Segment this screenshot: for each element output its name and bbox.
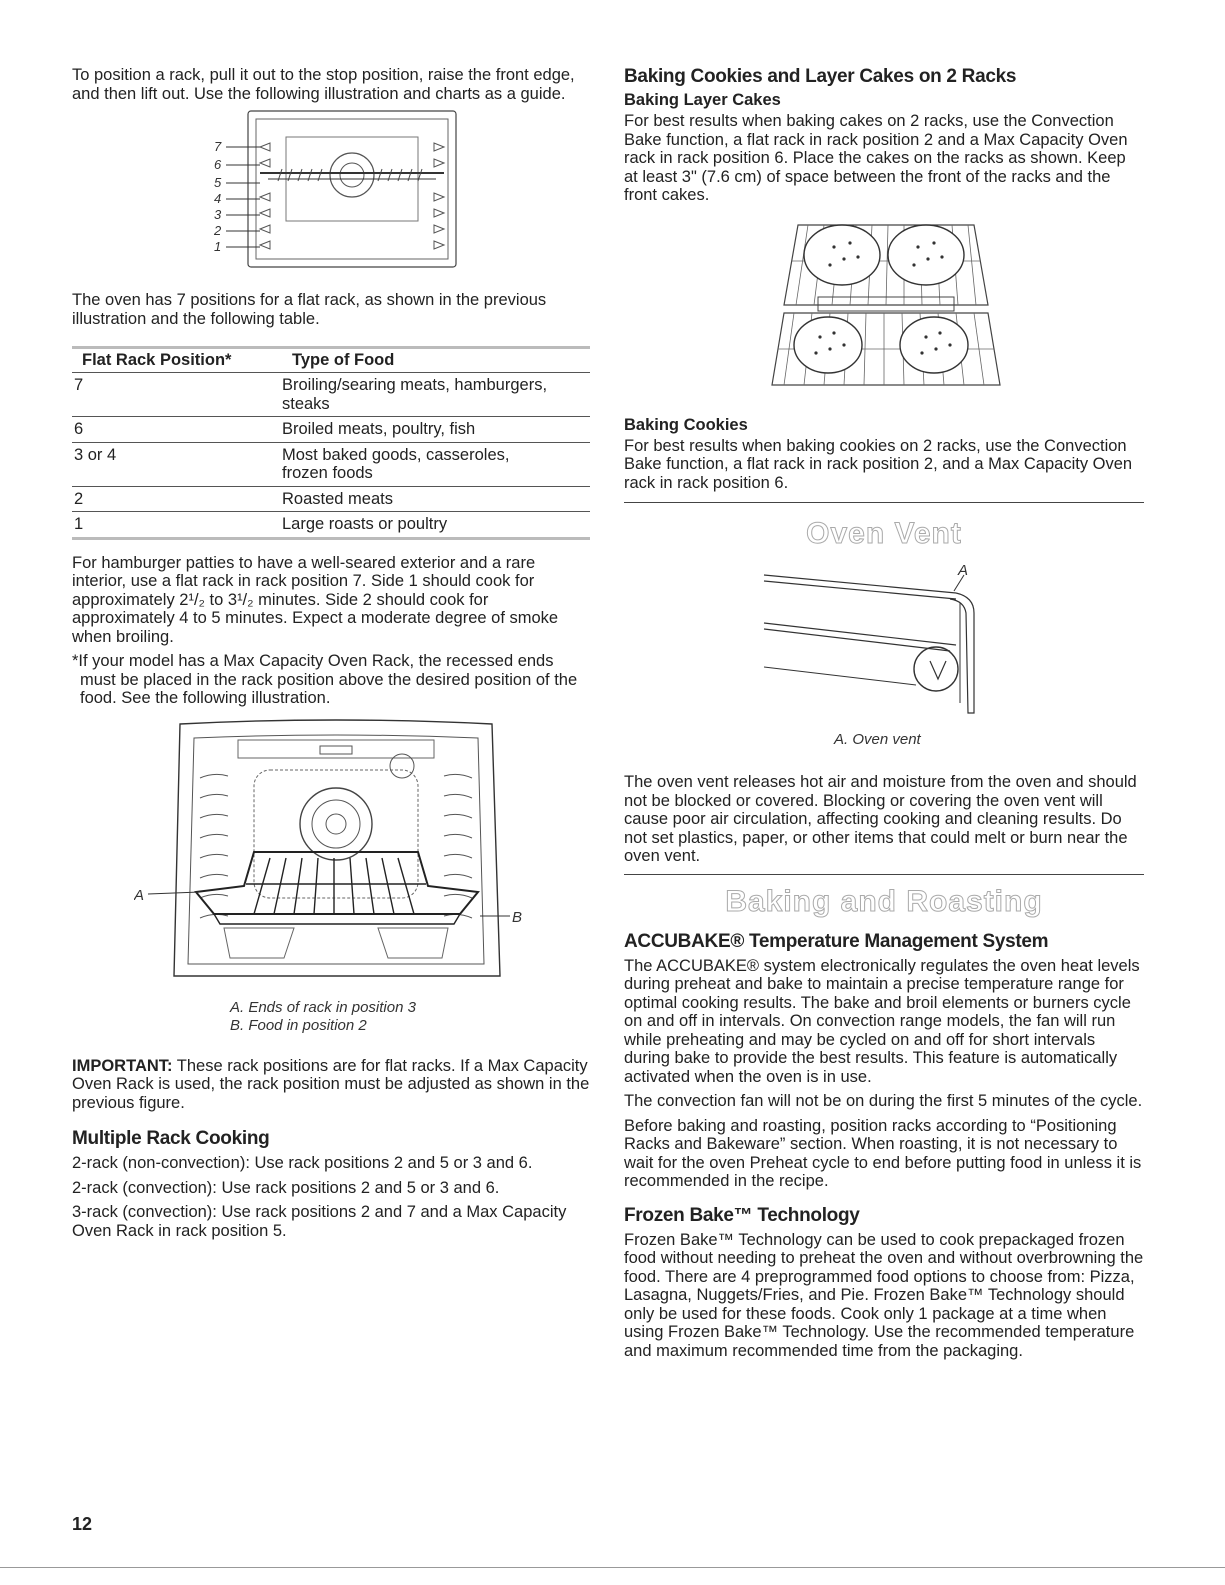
rack-label-4: 4 xyxy=(214,191,222,206)
table-cell-food: Broiled meats, poultry, fish xyxy=(282,417,590,443)
max-capacity-rack-illustration xyxy=(134,718,592,993)
baking-cookies-subheading: Baking Cookies xyxy=(624,415,748,434)
rack-label-1: 1 xyxy=(214,239,222,254)
table-cell-food: Most baked goods, casseroles, frozen foods xyxy=(282,442,590,486)
rack-label-2: 2 xyxy=(214,223,222,238)
accubake-paragraph: The ACCUBAKE® system electronically regulates the oven heat levels during preheat and bake to maintain a precise temperature range for optimal cooking results. The bake and broil elements or burners cycle on and off in intervals. On convection range models, the fan will run while preheating and may be cycled on and off for short intervals during bake to provide the best results. This feature is automatically activated when the oven is in use. xyxy=(624,956,1140,1086)
page-number: 12 xyxy=(72,1514,93,1534)
table-cell-position: 2 xyxy=(72,486,282,512)
list-item: 2-rack (non-convection): Use rack positions 2 and 5 or 3 and 6. xyxy=(72,1154,533,1172)
left-column xyxy=(72,66,592,1240)
table-cell-position: 7 xyxy=(72,373,282,417)
before-baking-paragraph: Before baking and roasting, position racks according to “Positioning Racks and Bakeware” section. When roasting, it is not necessary to wait for the oven Preheat cycle to end before putting food in unless it is recommended in the recipe. xyxy=(624,1116,1142,1190)
intro-paragraph: To position a rack, pull it out to the stop position, raise the front edge, and then lift out. Use the following illustration and charts as a guide. xyxy=(72,66,575,103)
table-cell-food: Roasted meats xyxy=(282,486,590,512)
cookies-cakes-heading: Baking Cookies and Layer Cakes on 2 Racks xyxy=(624,66,1017,87)
table-header-food: Type of Food xyxy=(282,348,590,373)
accubake-heading: ACCUBAKE® Temperature Management System xyxy=(624,930,1049,952)
table-cell-food: Broiling/searing meats, hamburgers, steaks xyxy=(282,373,590,417)
rack-label-5: 5 xyxy=(214,175,222,190)
right-column xyxy=(624,66,1144,1360)
baking-cookies-paragraph: For best results when baking cookies on 2 racks, use the Convection Bake function, a flat rack in rack position 2, and a Max Capacity Oven rack in rack position 6. xyxy=(624,436,1133,492)
multiple-rack-heading: Multiple Rack Cooking xyxy=(72,1128,270,1149)
oven-vent-paragraph: The oven vent releases hot air and moisture from the oven and should not be blocked or covered. Blocking or covering the oven vent will cause poor air circulation, affecting cooking and cleaning results. Do not set plastics, paper, or other items that could melt or burn near the oven vent. xyxy=(624,773,1137,865)
rack-positions-illustration xyxy=(212,109,592,271)
table-row xyxy=(72,417,590,443)
table-cell-position: 6 xyxy=(72,417,282,443)
max-capacity-footnote: *If your model has a Max Capacity Oven Rack, the recessed ends must be placed in the rack position above the desired position of the food. See the following illustration. xyxy=(72,652,578,707)
table-row xyxy=(72,486,590,512)
frozen-bake-paragraph: Frozen Bake™ Technology can be used to cook prepackaged frozen food without needing to preheat the oven and without overbrowning the food. There are 4 preprogrammed food options to choose from: Pizza, Lasagna, Nuggets/Fries, and Pie. Frozen Bake™ Technology should only be used for these foods. Cook only 1 package at a time when using Frozen Bake™ Technology. Use the recommended temperature and maximum recommended time from the packaging. xyxy=(624,1230,1144,1360)
caption-a: A. Ends of rack in position 3 xyxy=(230,998,416,1016)
convection-paragraph: The convection fan will not be on during the first 5 minutes of the cycle. xyxy=(624,1092,1143,1110)
list-item: 3-rack (convection): Use rack positions 2 and 7 and a Max Capacity Oven Rack in rack position 5. xyxy=(72,1203,567,1240)
section-divider xyxy=(624,502,1144,503)
positions-paragraph: The oven has 7 positions for a flat rack, as shown in the previous illustration and the following table. xyxy=(72,291,547,328)
table-header-position: Flat Rack Position* xyxy=(72,348,282,373)
hamburger-paragraph: For hamburger patties to have a well-seared exterior and a rare interior, use a flat rack in rack position 7. Side 1 should cook for approximately 2¹/₂ to 3¹/₂ minutes. Side 2 should cook for approximately 4 to 5 minutes. Expect a moderate degree of smoke when broiling. xyxy=(72,553,559,646)
figure-label-a: A xyxy=(134,886,145,904)
oven-vent-illustration xyxy=(760,563,1144,723)
table-row xyxy=(72,442,590,486)
section-divider xyxy=(624,874,1144,875)
figure-label-b: B xyxy=(512,908,523,926)
table-cell-food: Large roasts or poultry xyxy=(282,512,590,539)
rack-label-6: 6 xyxy=(214,157,222,172)
layer-cakes-paragraph: For best results when baking cakes on 2 racks, use the Convection Bake function, a flat rack in rack position 2 and a Max Capacity Oven rack in rack position 6. Place the cakes on the racks as shown. Keep at least 3" (7.6 cm) of space between the front of the racks and the front cakes. xyxy=(624,112,1128,204)
baking-roasting-banner: Baking and Roasting xyxy=(725,884,1043,918)
caption-b: B. Food in position 2 xyxy=(230,1016,367,1034)
important-label: IMPORTANT: xyxy=(72,1056,173,1075)
rack-label-3: 3 xyxy=(214,207,222,222)
table-row xyxy=(72,512,590,539)
rack-label-7: 7 xyxy=(214,139,222,154)
rack-position-table xyxy=(72,346,590,540)
vent-label-a: A xyxy=(958,563,969,579)
list-item: 2-rack (convection): Use rack positions 2 and 5 or 3 and 6. xyxy=(72,1178,500,1197)
important-paragraph xyxy=(72,1057,592,1113)
table-row xyxy=(72,373,590,417)
table-cell-position: 1 xyxy=(72,512,282,539)
vent-caption: A. Oven vent xyxy=(834,731,921,748)
oven-vent-banner: Oven Vent xyxy=(806,517,962,550)
frozen-bake-heading: Frozen Bake™ Technology xyxy=(624,1204,860,1226)
important-text: These rack positions are for flat racks. If a Max Capacity Oven Rack is used, the rack position must be adjusted as shown in the previous figure. xyxy=(72,1056,590,1112)
layer-cakes-subheading: Baking Layer Cakes xyxy=(624,91,781,109)
cakes-on-racks-illustration xyxy=(768,221,1144,391)
table-cell-position: 3 or 4 xyxy=(72,442,282,486)
page-bottom-rule xyxy=(0,1567,1225,1568)
